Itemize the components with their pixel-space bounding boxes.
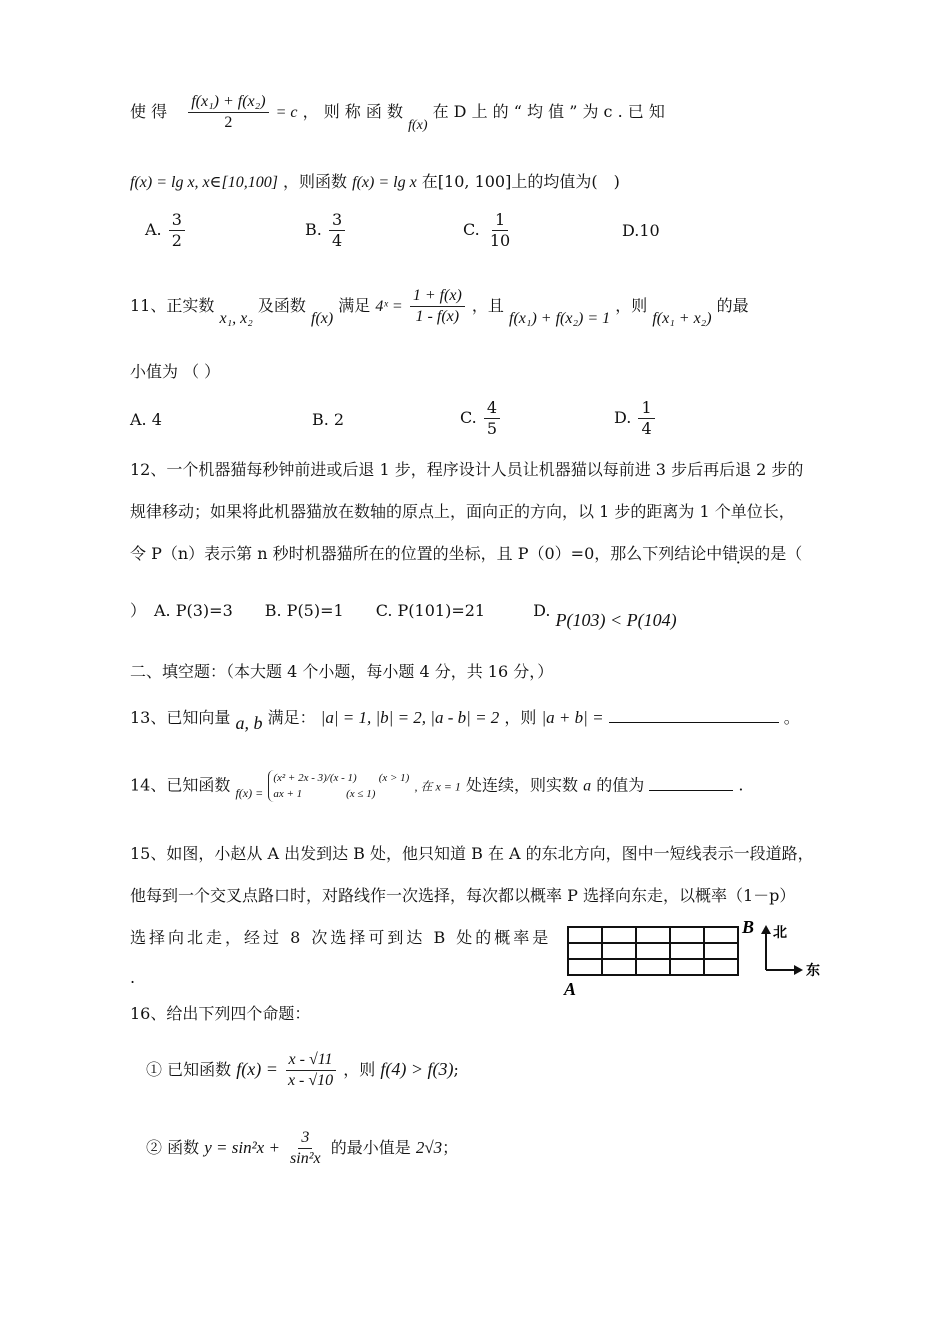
q15-grid <box>568 927 738 975</box>
q11-text-a: 及函数 <box>257 296 306 315</box>
q10-option-c <box>463 210 515 251</box>
q15-line3: 选择向北走，经过 8 次选择可到达 B 处的概率是 <box>130 928 552 947</box>
q14-var: a <box>583 777 592 795</box>
q13-target: |a + b| = <box>541 708 604 727</box>
q10-option-b-frac <box>329 210 345 251</box>
q10-line2-text-b: 在[10, 100]上的均值为( ) <box>421 172 620 191</box>
q14-at: , 在 x = 1 <box>414 779 461 794</box>
q10-fraction <box>188 92 268 133</box>
q10-option-d-label: D.10 <box>622 221 660 240</box>
q12-line3-b: 的是（ <box>754 544 803 563</box>
q16-item1-frac-den: x - √10 <box>287 1072 334 1089</box>
q11-fx: f(x) <box>311 310 334 327</box>
q14-answer-blank <box>649 772 733 791</box>
q10-intro: 使 得 <box>130 102 168 121</box>
q12-line4-text: ） A. P(3)=3 B. P(5)=1 C. P(101)=21 D. <box>130 601 551 620</box>
q10-option-c-num: 1 <box>492 210 508 231</box>
east-arrow-icon <box>794 965 803 975</box>
q11-option-b: B. 2 <box>312 410 345 429</box>
q14-text-b: 的值为 <box>596 775 645 795</box>
q16-item2-text-b: 的最小值是 <box>330 1138 411 1157</box>
q16-item1-concl: f(4) > f(3) <box>380 1059 454 1079</box>
q15-east-label: 东 <box>806 963 820 979</box>
q14-fx: f(x) = <box>235 785 264 800</box>
q10-option-a-num: 3 <box>169 210 185 231</box>
q11-vars: x₁, x₂ <box>219 310 253 327</box>
q10-option-a-label: A. <box>145 220 162 239</box>
q10-frac-num: f(x₁) + f(x₂) <box>188 92 268 113</box>
q16-item2-text-a: 函数 <box>167 1138 200 1157</box>
q12-line3-emph: 错误 <box>722 544 755 563</box>
q13-text-b: ，则 <box>504 708 537 727</box>
q13-line <box>130 704 800 733</box>
q16-item1-text-b: ，则 <box>343 1060 376 1079</box>
q11-text-e: 的最 <box>716 296 749 315</box>
q11-option-d <box>614 398 657 439</box>
q13-answer-blank <box>609 704 779 723</box>
q14-text-a: 处连续，则实数 <box>465 775 578 795</box>
q15-line1: 15、如图，小赵从 A 出发到达 B 处，他只知道 B 在 A 的东北方向，图中一短线表示一段道路， <box>130 844 814 863</box>
q11-frac-num: 1 + f(x) <box>410 286 465 307</box>
q10-line2-fx: f(x) = lg x <box>352 174 417 191</box>
q16-item1-text-a: 已知函数 <box>167 1060 232 1079</box>
q13-prefix: 13、已知向量 <box>130 708 231 727</box>
q13-text-a: 满足： <box>267 708 316 727</box>
q14-piecewise <box>268 770 409 802</box>
q10-eq-c: = c <box>275 104 298 121</box>
q10-option-b-label: B. <box>305 220 322 239</box>
q16-item2-end: ； <box>442 1138 459 1157</box>
q10-option-c-frac <box>487 210 513 251</box>
q10-line2-text-a: ，则函数 <box>283 172 348 191</box>
q10-frac-den: 2 <box>224 114 233 131</box>
q13-end: 。 <box>783 708 800 727</box>
q12-line3 <box>130 542 802 566</box>
q14-case2: ax + 1 (x ≤ 1) <box>273 788 376 800</box>
q11-option-c-frac <box>484 398 500 439</box>
q15-label-a: A <box>564 979 577 999</box>
q11-cond: f(x₁) + f(x₂) = 1 <box>509 310 611 327</box>
q15-line2: 他每到一个交叉点路口时，对路线作一次选择，每次都以概率 P 选择向东走，以概率（1－p） <box>130 886 796 905</box>
q11-option-d-den: 4 <box>641 419 652 438</box>
q16-item2-fraction <box>287 1128 324 1169</box>
q10-fx: f(x) <box>408 118 428 133</box>
q11-option-c-label: C. <box>460 408 477 427</box>
q11-prefix: 11、正实数 <box>130 296 215 315</box>
q10-text-b: 在 D 上 的 “ 均 值 ” 为 c . 已 知 <box>432 102 665 121</box>
q11-option-c <box>460 398 502 439</box>
q10-option-d <box>622 219 660 243</box>
q16-item2-marker: ② <box>146 1138 163 1157</box>
q14-line <box>130 770 743 802</box>
q16-item1-fraction <box>285 1050 336 1091</box>
q12-line1: 12、一个机器猫每秒钟前进或后退 1 步，程序设计人员让机器猫以每前进 3 步后再后退 2 步的 <box>130 460 804 479</box>
q12-line3-a: 令 P（n）表示第 n 秒时机器猫所在的位置的坐标，且 P（0）=0，那么下列结论中 <box>130 544 723 563</box>
q16-item2-fx: y = sin²x + <box>204 1138 280 1157</box>
q15-north-label: 北 <box>773 925 787 941</box>
q11-text-b: 满足 <box>338 296 371 315</box>
q11-text-c: ，且 <box>471 296 504 315</box>
north-arrow-icon <box>761 925 771 934</box>
q10-option-a-den: 2 <box>171 231 182 250</box>
q11-option-c-num: 4 <box>484 398 500 419</box>
q16-item2 <box>146 1128 458 1169</box>
q16-item1-frac-num: x - √11 <box>286 1050 336 1071</box>
q10-option-c-label: C. <box>463 220 480 239</box>
q11-text-d: ，则 <box>615 296 648 315</box>
q16-prefix: 16、给出下列四个命题： <box>130 1004 311 1023</box>
q12-line4 <box>130 598 677 630</box>
q10-option-a-frac <box>169 210 185 251</box>
q14-prefix: 14、已知函数 <box>130 775 231 795</box>
q14-end: . <box>738 775 744 795</box>
q11-option-d-label: D. <box>614 408 632 427</box>
q11-lhs: 4ˣ = <box>375 298 403 315</box>
q10-line2-math: f(x) = lg x, x∈[10,100] <box>130 174 278 191</box>
q13-vars: a, b <box>235 713 263 733</box>
q11-fraction <box>410 286 465 327</box>
q16-item2-value: 2√3 <box>415 1138 443 1157</box>
q10-line2 <box>130 170 620 195</box>
q12-line4-math: P(103) < P(104) <box>555 610 677 630</box>
q11-option-d-frac <box>638 398 654 439</box>
q10-option-b-num: 3 <box>329 210 345 231</box>
q16-item2-frac-num: 3 <box>298 1128 312 1149</box>
q11-line2: 小值为 （ ） <box>130 362 221 381</box>
q11-target: f(x₁ + x₂) <box>652 310 712 327</box>
q15-label-b: B <box>742 917 755 937</box>
q13-cond: |a| = 1, |b| = 2, |a - b| = 2 <box>320 708 500 727</box>
q15-line4: . <box>130 968 136 987</box>
q10-option-a <box>145 210 187 251</box>
q16-item1-marker: ① <box>146 1060 163 1079</box>
q11-option-d-num: 1 <box>638 398 654 419</box>
q14-case1: (x² + 2x - 3)/(x - 1) (x > 1) <box>273 772 410 784</box>
q10-option-b-den: 4 <box>331 231 343 250</box>
q10-option-b <box>305 210 347 251</box>
q15-grid-figure <box>560 915 830 1000</box>
section-2-heading: 二、填空题：（本大题 4 个小题，每小题 4 分，共 16 分，） <box>130 662 554 681</box>
q10-line1 <box>130 92 665 133</box>
q11-option-c-den: 5 <box>486 419 498 438</box>
q11-frac-den: 1 - f(x) <box>415 308 460 325</box>
q11-option-a: A. 4 <box>130 410 162 429</box>
q11-line1 <box>130 286 749 327</box>
q12-line2: 规律移动；如果将此机器猫放在数轴的原点上，面向正的方向，以 1 步的距离为 1 个单位长， <box>130 502 795 521</box>
q16-item2-frac-den: sin²x <box>290 1150 321 1167</box>
q10-option-c-den: 10 <box>489 231 511 250</box>
q16-item1-end: ; <box>453 1060 459 1079</box>
q16-item1-fx: f(x) = <box>236 1059 278 1079</box>
q10-text-a: ， 则 称 函 数 <box>302 102 403 121</box>
q16-item1 <box>146 1050 459 1091</box>
